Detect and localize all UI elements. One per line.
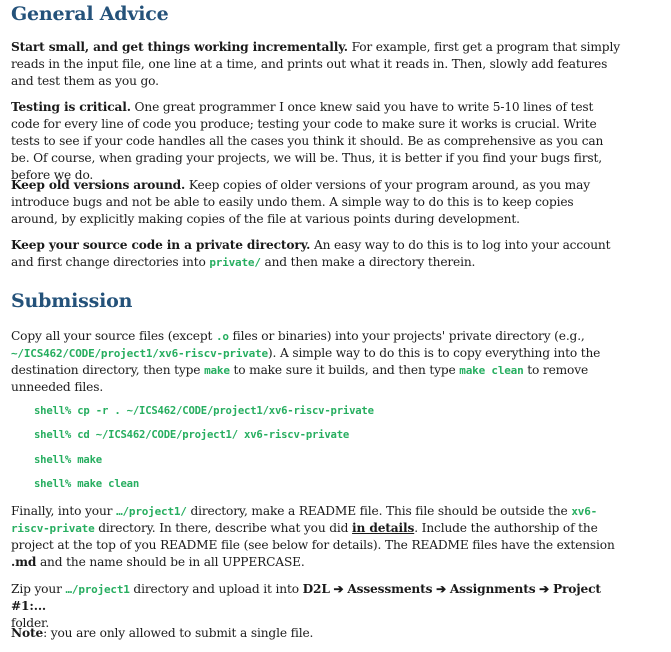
arrow-right-icon: ➔ [333, 582, 344, 596]
text: directory, make a README file. This file should be outside the [186, 504, 572, 518]
advice-paragraph-private [11, 237, 623, 271]
text: to remove unneeded files. [11, 363, 589, 394]
advice-lead: Testing is critical. [11, 100, 131, 114]
advice-lead: Keep old versions around. [11, 178, 186, 192]
text: ). A simple way to do this is to copy everything into the destination directory, then type [11, 346, 601, 377]
advice-lead: Keep your source code in a private directory. [11, 238, 311, 252]
advice-paragraph-incremental [11, 39, 623, 90]
submission-paragraph-readme [11, 503, 623, 571]
text: Zip your [11, 582, 66, 596]
advice-lead: Start small, and get things working incrementally. [11, 40, 348, 54]
inline-code-make: make [204, 364, 230, 377]
breadcrumb-assignments: Assignments [449, 582, 536, 596]
text: directory and upload it into [129, 582, 303, 596]
command-line: shell% cd ~/ICS462/CODE/project1/ xv6-riscv-private [34, 429, 350, 441]
text: to make sure it builds, and then type [229, 363, 460, 377]
advice-text: and then make a directory therein. [260, 255, 476, 269]
text: folder. [11, 616, 50, 630]
advice-text: For example, first get a program that simply reads in the input file, one line at a time, and prints out what it reads in. Then, slowly add features and test them as you go. [11, 40, 620, 88]
command-line: shell% make [34, 454, 102, 466]
submission-paragraph-note [11, 625, 623, 642]
inline-code-o: .o [215, 330, 229, 343]
advice-paragraph-testing [11, 99, 623, 184]
submission-heading: Submission [11, 290, 133, 312]
command-line: shell% cp -r . ~/ICS462/CODE/project1/xv6-riscv-private [34, 405, 374, 417]
note-label: Note [11, 626, 44, 640]
general-advice-heading: General Advice [11, 3, 169, 25]
arrow-right-icon: ➔ [539, 582, 550, 596]
advice-text: An easy way to do this is to log into your account and first change directories into [11, 238, 611, 269]
breadcrumb-project: Project #1:... [11, 582, 601, 613]
text: Finally, into your [11, 504, 117, 518]
breadcrumb-d2l: D2L [302, 582, 330, 596]
submission-paragraph-copy [11, 328, 623, 396]
text: Copy all your source files (except [11, 329, 216, 343]
breadcrumb-assessments: Assessments [347, 582, 433, 596]
inline-code-make-clean: make clean [459, 364, 524, 377]
bold-extension: .md [11, 555, 37, 569]
command-line: shell% make clean [34, 478, 140, 490]
advice-text: Keep copies of older versions of your program around, as you may introduce bugs and not be able to easily undo them. A simple way to do this is to keep copies around, by explicitly making copies of the file at various points during development. [11, 178, 590, 226]
advice-paragraph-versions [11, 177, 623, 228]
inline-code-project-dir: …/project1 [65, 583, 130, 596]
advice-text: One great programmer I once knew said you have to write 5-10 lines of test code for every line of code you produce; testing your code to make sure it works is crucial. Write tests to see if your code handles all the cases you think it should. Be as comprehensive as you can be. Of course, when grading your projects, we will be. Thus, it is better if you find your bugs first, before we do. [11, 100, 604, 182]
arrow-right-icon: ➔ [436, 582, 447, 596]
inline-code-path: ~/ICS462/CODE/project1/xv6-riscv-private [11, 347, 268, 360]
text: files or binaries) into your projects' private directory (e.g., [228, 329, 585, 343]
inline-code-xv6-private: xv6-riscv-private [11, 505, 598, 535]
underlined-emphasis: in details [352, 521, 415, 535]
text: directory. In there, describe what you did [94, 521, 353, 535]
text: . Include the authorship of the project at the top of you README file (see below for details). The README files have the extension [11, 521, 615, 552]
text: : you are only allowed to submit a single file. [43, 626, 314, 640]
text: and the name should be in all UPPERCASE. [36, 555, 305, 569]
inline-code-private: private/ [209, 256, 261, 269]
inline-code-project-dir: …/project1/ [116, 505, 187, 518]
